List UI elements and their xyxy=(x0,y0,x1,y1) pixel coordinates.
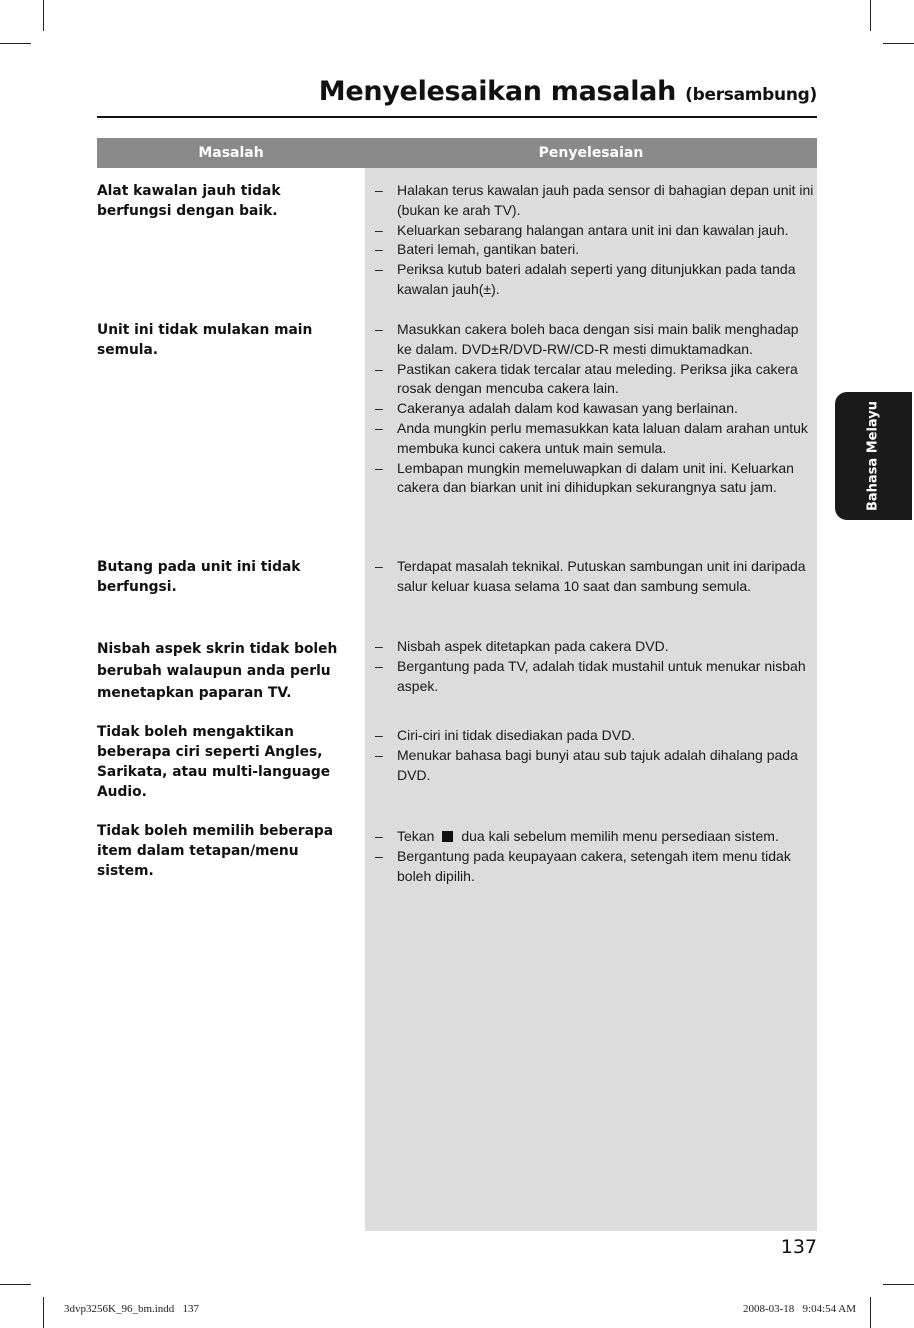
solution-item: – Lembapan mungkin memeluwapkan di dalam unit ini. Keluarkan cakera dan biarkan unit ini dihidupkan sekurangnya satu jam. xyxy=(375,459,794,496)
title-divider xyxy=(97,116,817,118)
solution-item: – Bateri lemah, gantikan bateri. xyxy=(375,241,580,258)
problem-menu-items: Tidak boleh memilih beberapa item dalam tetapan/menu sistem. xyxy=(97,823,334,879)
crop-mark xyxy=(0,43,31,44)
solution-item: – Bergantung pada keupayaan cakera, setengah item menu tidak boleh dipilih. xyxy=(375,847,791,884)
page-title xyxy=(319,76,817,107)
crop-mark xyxy=(43,1297,44,1328)
solution-item: – Nisbah aspek ditetapkan pada cakera DVD. xyxy=(375,638,669,654)
solution-list-features xyxy=(375,726,815,785)
problem-playback: Unit ini tidak mulakan main semula. xyxy=(97,322,313,358)
crop-mark xyxy=(870,1297,871,1328)
solution-item: – Keluarkan sebarang halangan antara unit ini dan kawalan jauh. xyxy=(375,221,789,238)
problem-features: Tidak boleh mengaktikan beberapa ciri seperti Angles, Sarikata, atau multi-language Audio. xyxy=(97,724,331,800)
solution-list-remote-control xyxy=(375,181,815,300)
solution-list-playback xyxy=(375,320,815,498)
page-title-main: Menyelesaikan masalah xyxy=(318,76,677,107)
solution-item: – Cakeranya adalah dalam kod kawasan yang berlainan. xyxy=(375,400,738,417)
solution-item: – Ciri-ciri ini tidak disediakan pada DVD. xyxy=(375,727,636,743)
page-title-suffix: (bersambung) xyxy=(685,85,817,105)
crop-mark xyxy=(883,43,914,44)
solution-item: – Anda mungkin perlu memasukkan kata laluan dalam arahan untuk membuka kunci cakera untuk main semula. xyxy=(375,419,808,456)
solution-item: – Tekan dua kali sebelum memilih menu persediaan sistem. xyxy=(375,828,779,844)
problem-remote-control: Alat kawalan jauh tidak berfungsi dengan baik. xyxy=(97,183,281,219)
crop-mark xyxy=(43,0,44,31)
solution-item: – Masukkan cakera boleh baca dengan sisi main balik menghadap ke dalam. DVD±R/DVD-RW/CD-R mesti dimuktamadkan. xyxy=(375,321,799,357)
stop-icon xyxy=(442,831,453,842)
table-header xyxy=(97,138,817,168)
solution-item: – Menukar bahasa bagi bunyi atau sub tajuk adalah dihalang pada DVD. xyxy=(375,746,798,783)
solution-list-aspect-ratio xyxy=(375,637,815,696)
solution-item: – Terdapat masalah teknikal. Putuskan sambungan unit ini daripada salur keluar kuasa selama 10 saat dan sambung semula. xyxy=(375,558,806,594)
language-tab xyxy=(835,392,912,520)
column-header-solution: Penyelesaian xyxy=(538,145,644,161)
solution-list-menu-items xyxy=(375,827,815,886)
column-header-problem: Masalah xyxy=(198,145,264,161)
crop-mark xyxy=(0,1284,31,1285)
solution-list-buttons xyxy=(375,557,815,597)
crop-mark xyxy=(883,1284,914,1285)
problem-aspect-ratio: Nisbah aspek skrin tidak boleh berubah walaupun anda perlu menetapkan paparan TV. xyxy=(97,641,338,701)
solution-item: – Halakan terus kawalan jauh pada sensor di bahagian depan unit ini (bukan ke arah TV). xyxy=(375,182,814,218)
solution-item: – Periksa kutub bateri adalah seperti yang ditunjukkan pada tanda kawalan jauh(±). xyxy=(375,261,796,297)
solution-item: – Pastikan cakera tidak tercalar atau meleding. Periksa jika cakera rosak dengan mencuba cakera lain. xyxy=(375,360,798,397)
crop-mark xyxy=(870,0,871,31)
footer-file-info: 3dvp3256K_96_bm.indd 137 xyxy=(64,1303,200,1315)
language-tab-label: Bahasa Melayu xyxy=(865,400,881,512)
footer-date: 2008-03-18 9:04:54 AM xyxy=(742,1303,856,1315)
page-number: 137 xyxy=(780,1236,817,1258)
solution-item: – Bergantung pada TV, adalah tidak mustahil untuk menukar nisbah aspek. xyxy=(375,657,806,694)
problem-buttons: Butang pada unit ini tidak berfungsi. xyxy=(97,559,301,595)
